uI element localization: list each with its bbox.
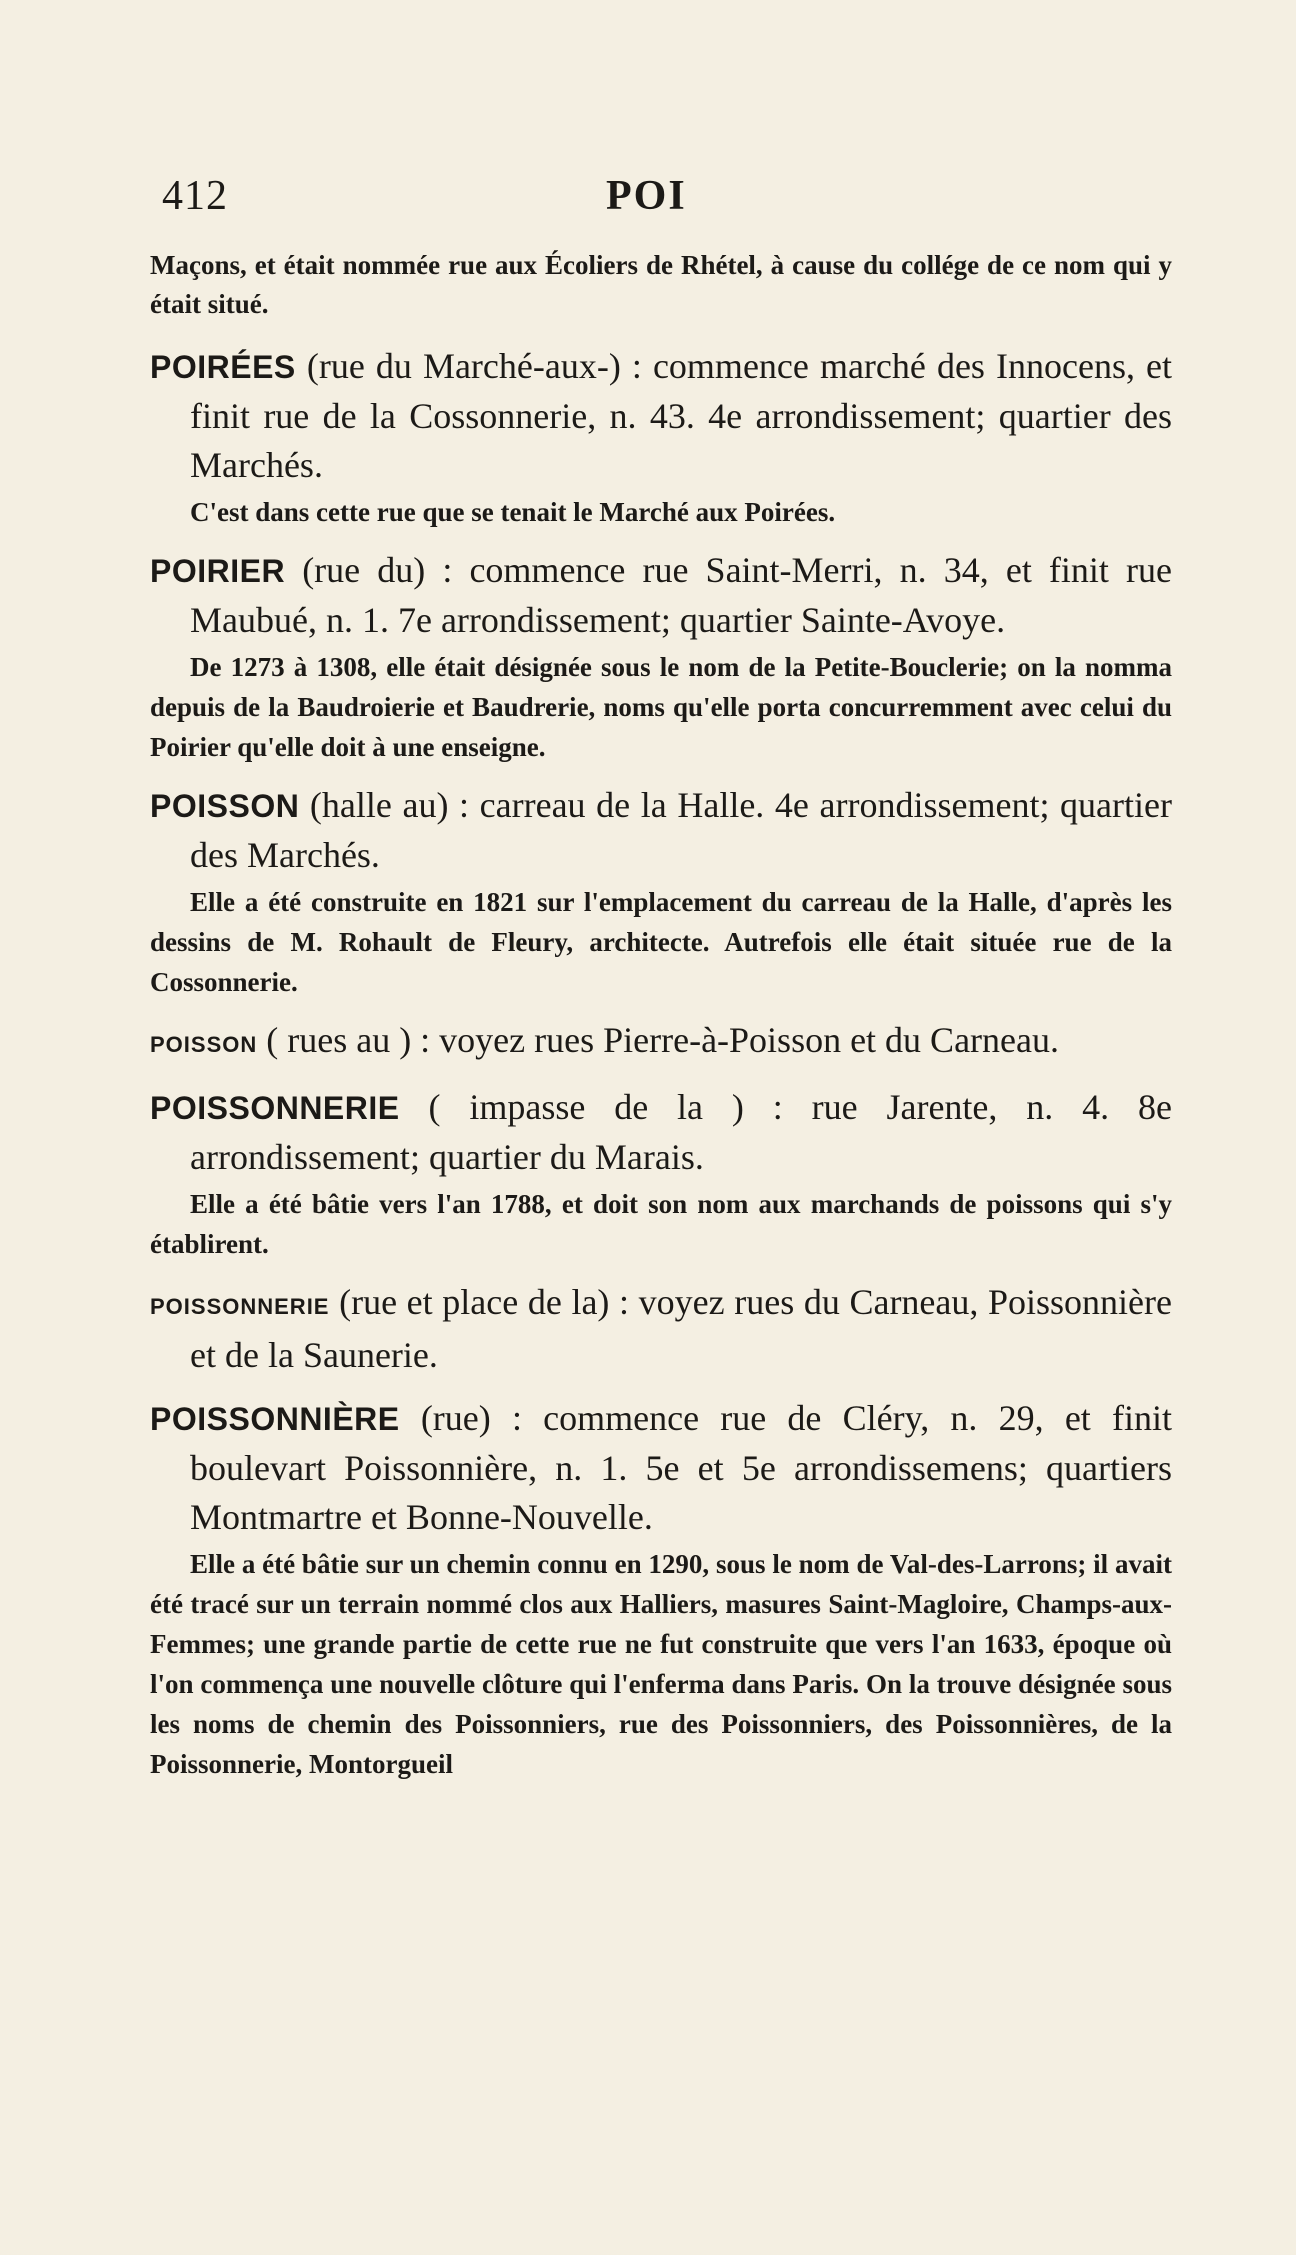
entry-note: De 1273 à 1308, elle était désignée sous le nom de la Petite-Bouclerie; on la nomma depuis de la Baudroierie et Baudrerie, noms qu'elle porta concurremment avec celui du Poirier qu'elle doit à une enseigne. [150, 652, 1172, 762]
entry-note: Elle a été construite en 1821 sur l'emplacement du carreau de la Halle, d'après les dessins de M. Rohault de Fleury, architecte. Autrefois elle était située rue de la Cossonnerie. [150, 887, 1172, 997]
entry-main [150, 1394, 1172, 1542]
entry-main [150, 1016, 1172, 1069]
entry-note: C'est dans cette rue que se tenait le Marché aux Poirées. [190, 497, 836, 527]
entry-head: POISSONNERIE [150, 1090, 400, 1126]
entry-main [150, 342, 1172, 490]
entry-poissonniere [150, 1394, 1172, 1784]
entry-text: (rue du) : commence rue Saint-Merri, n. 34, et finit rue Maubué, n. 1. 7e arrondissement; quartier Sainte-Avoye. [190, 550, 1172, 640]
entry-text: (rue et place de la) : voyez rues du Carneau, Poissonnière et de la Saunerie. [190, 1282, 1172, 1375]
page-number: 412 [162, 173, 228, 219]
entry-main [150, 1278, 1172, 1380]
entry-main [150, 546, 1172, 645]
entry-text: (halle au) : carreau de la Halle. 4e arrondissement; quartier des Marchés. [190, 785, 1172, 875]
entry-poirees [150, 342, 1172, 532]
entry-text: ( rues au ) : voyez rues Pierre-à-Poisson et du Carneau. [266, 1020, 1059, 1060]
entry-poissonnerie-place [150, 1278, 1172, 1380]
entry-poisson-halle [150, 781, 1172, 1002]
entry-note: Elle a été bâtie sur un chemin connu en 1290, sous le nom de Val-des-Larrons; il avait été tracé sur un terrain nommé clos aux Halliers, masures Saint-Magloire, Champs-aux-Femmes; une grande partie de cette rue ne fut construite que vers l'an 1633, époque où l'on commença une nouvelle clôture qui l'enferma dans Paris. On la trouve désignée sous les noms de chemin des Poissonniers, rue des Poissonniers, des Poissonnières, de la Poissonnerie, Montorgueil [150, 1549, 1172, 1779]
entry-poirier [150, 546, 1172, 767]
entry-head: POISSON [150, 788, 300, 824]
continued-text: Maçons, et était nommée rue aux Écoliers de Rhétel, à cause du collége de ce nom qui y était situé. [150, 250, 1172, 319]
entry-head: POISSON [150, 1032, 258, 1057]
entry-note: Elle a été bâtie vers l'an 1788, et doit son nom aux marchands de poissons qui s'y établirent. [150, 1189, 1172, 1259]
entry-head: POIRÉES [150, 349, 296, 385]
entry-head: POISSONNIÈRE [150, 1401, 400, 1437]
entry-poissonnerie-impasse [150, 1083, 1172, 1264]
entry-text: (rue du Marché-aux-) : commence marché des Innocens, et finit rue de la Cossonnerie, n. 43. 4e arrondissement; quartier des Marchés. [190, 346, 1173, 485]
running-header [162, 172, 1172, 232]
entry-head: POISSONNERIE [150, 1294, 330, 1319]
running-title: POI [606, 173, 687, 219]
entry-main [150, 1083, 1172, 1182]
entry-text: ( impasse de la ) : rue Jarente, n. 4. 8e arrondissement; quartier du Marais. [190, 1087, 1172, 1177]
entry-text: (rue) : commence rue de Cléry, n. 29, et finit boulevart Poissonnière, n. 1. 5e et 5e arrondissemens; quartiers Montmartre et Bonne-Nouvelle. [190, 1398, 1172, 1537]
page-body [150, 246, 1172, 1798]
entry-poisson-rues [150, 1016, 1172, 1069]
entry-main [150, 781, 1172, 880]
entry-head: POIRIER [150, 553, 286, 589]
